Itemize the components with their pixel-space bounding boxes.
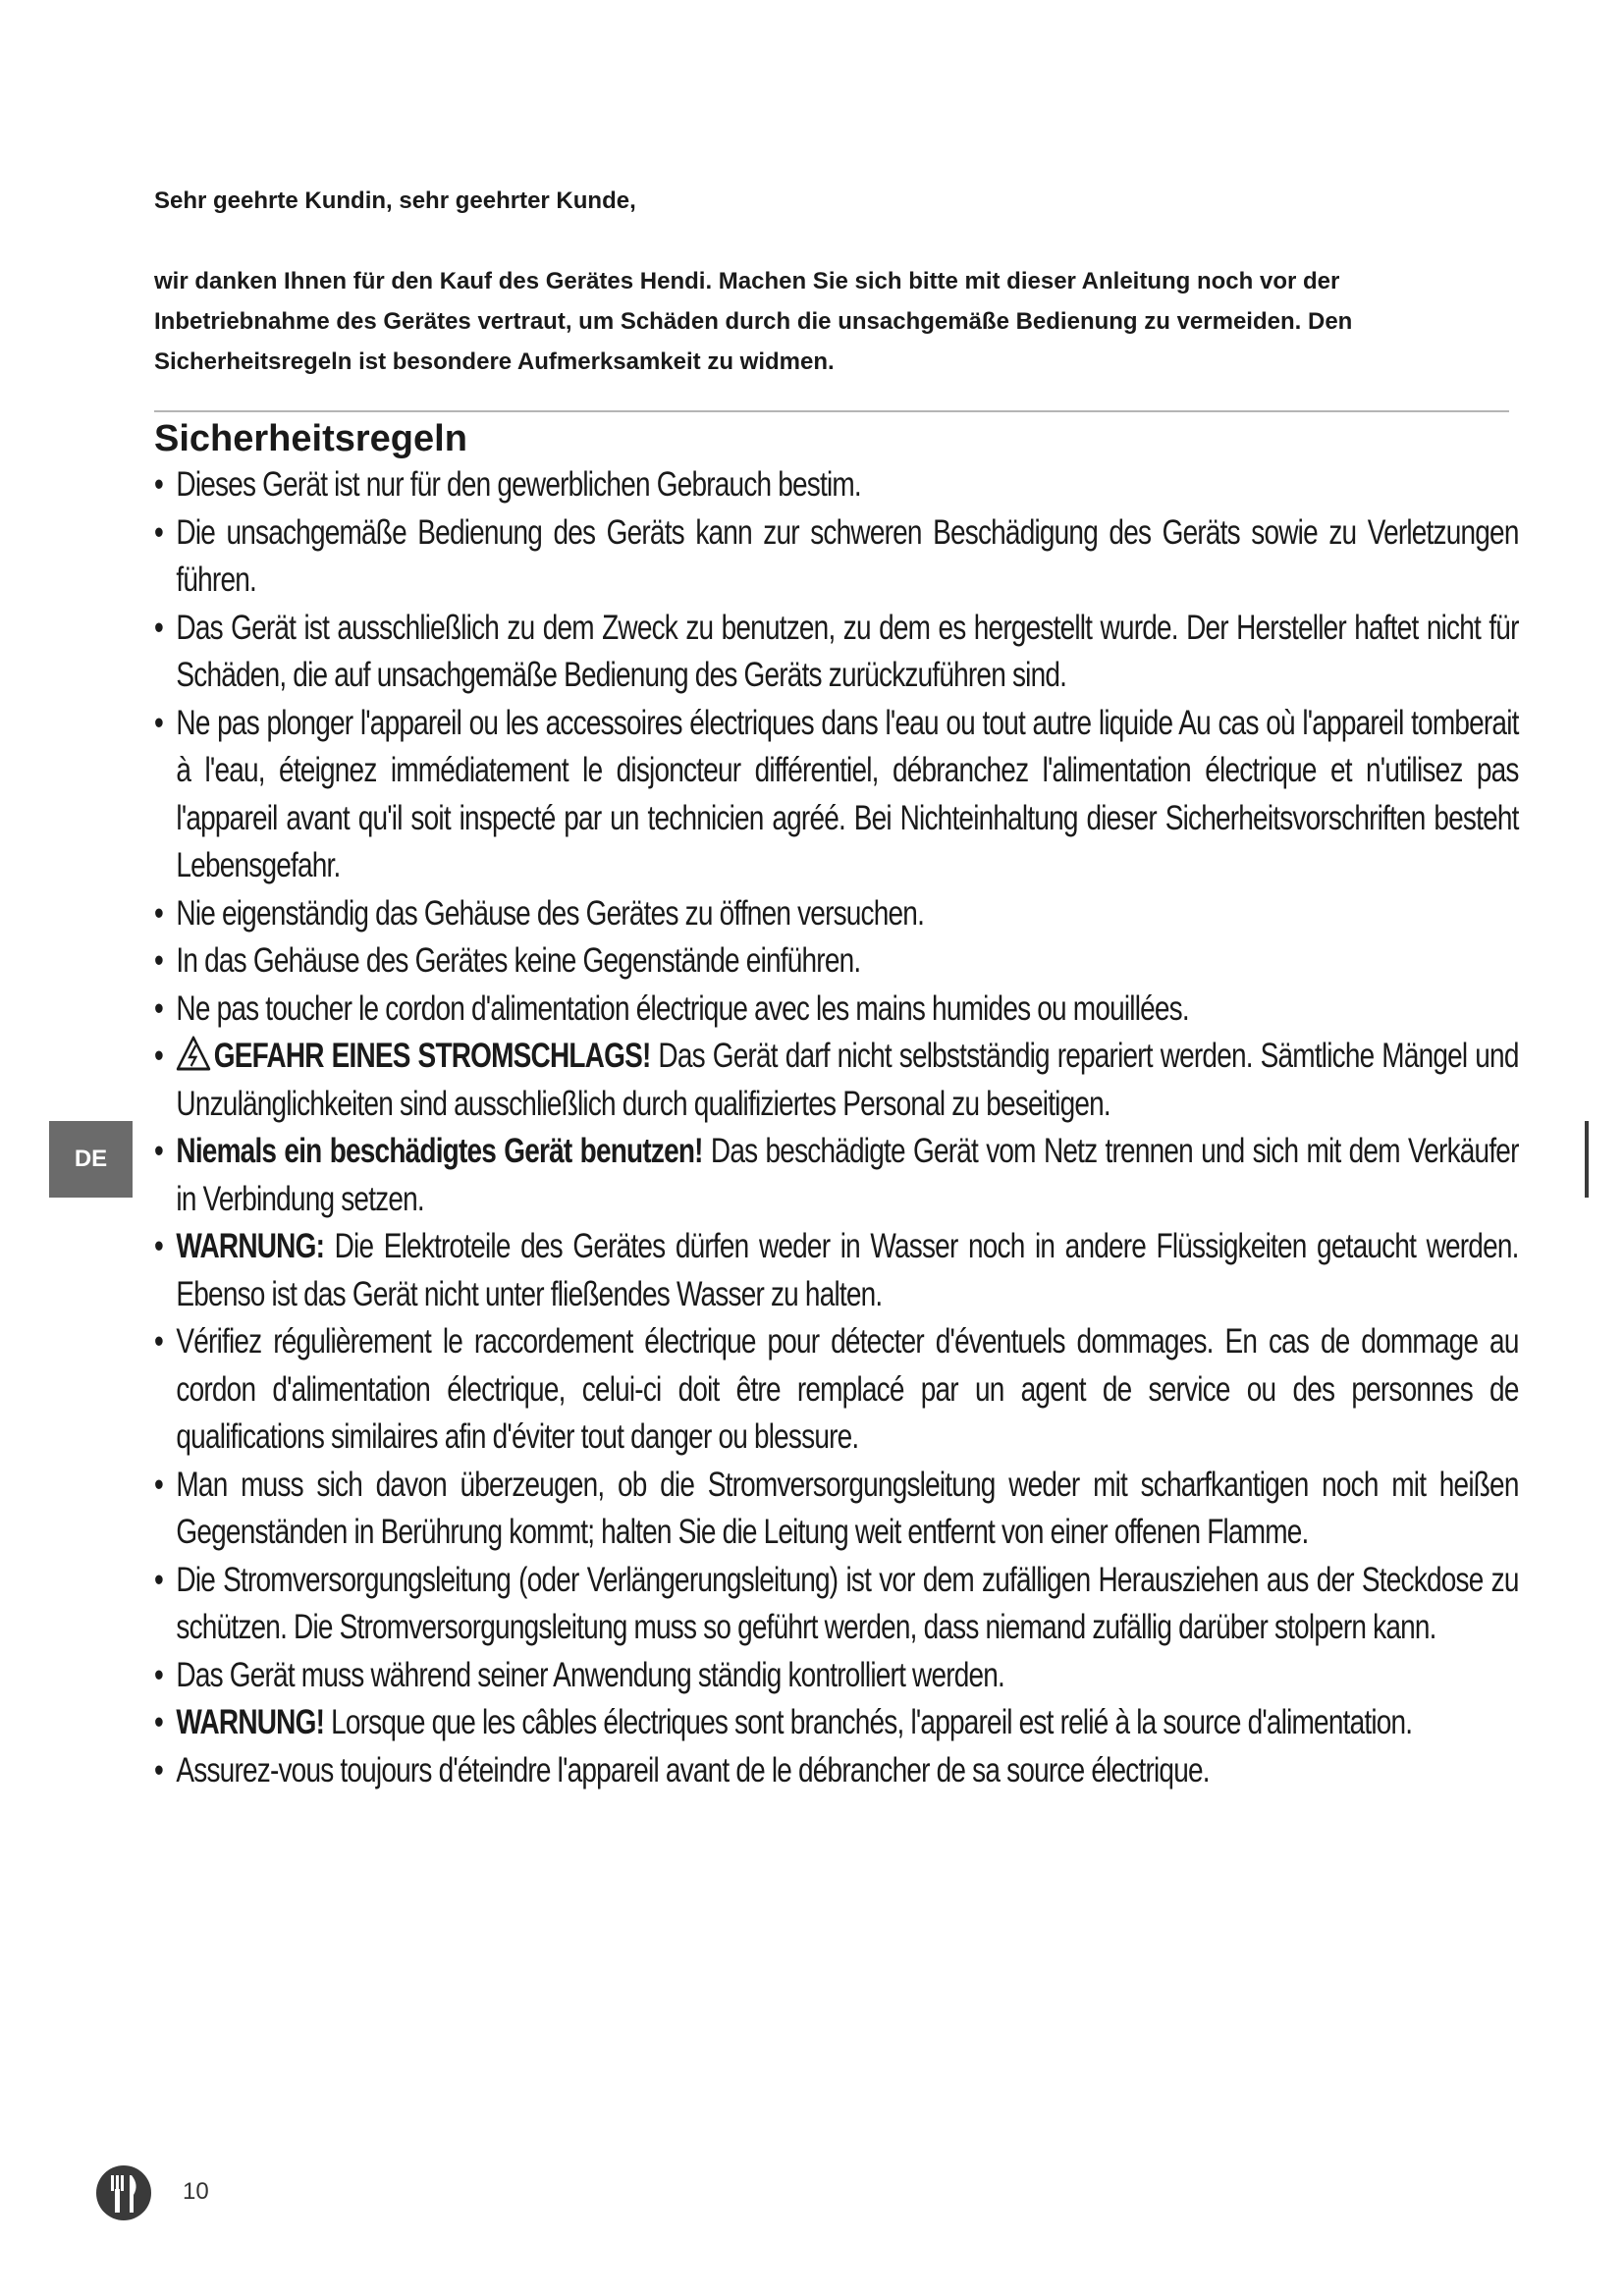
intro-paragraph (154, 261, 1509, 382)
page-number: 10 (183, 2178, 209, 2205)
list-item: • WARNUNG! Lorsque que les câbles électriques sont branchés, l'appareil est relié à la source d'alimentation. (154, 1703, 1413, 1741)
list-item: • Dieses Gerät ist nur für den gewerblichen Gebrauch bestim. (154, 465, 861, 504)
rule-bold: Niemals ein beschädigtes Gerät benutzen! (176, 1132, 703, 1170)
greeting: Sehr geehrte Kundin, sehr geehrter Kunde, (154, 187, 636, 214)
intro-line: wir danken Ihnen für den Kauf des Gerätes Hendi. Machen Sie sich bitte mit dieser Anleitung noch vor der (154, 268, 1340, 294)
section-heading: Sicherheitsregeln (154, 418, 467, 459)
intro-line: Inbetriebnahme des Gerätes vertraut, um Schäden durch die unsachgemäße Bedienung zu vermeiden. Den (154, 308, 1353, 335)
rule-text: Die Elektroteile des Gerätes dürfen weder in Wasser noch in andere Flüssigkeiten getaucht werden. Ebenso ist das Gerät nicht unter fließendes Wasser zu halten. (176, 1227, 1519, 1313)
list-item: • Assurez-vous toujours d'éteindre l'appareil avant de le débrancher de sa source électrique. (154, 1750, 1210, 1789)
list-item: • GEFAHR EINES STROMSCHLAGS! Das Gerät darf nicht selbstständig repariert werden. Sämtliche Mängel und Unzulänglichkeiten sind ausschließlich durch qualifiziertes Personal zu beseitigen. (154, 1037, 1519, 1123)
language-tab: DE (49, 1121, 133, 1198)
list-item: • Ne pas plonger l'appareil ou les accessoires électriques dans l'eau ou tout autre liquide Au cas où l'appareil tomberait à l'eau, éteignez immédiatement le disjoncteur différentiel, débranchez l'alimentation électrique et n'utilisez pas l'appareil avant qu'il soit inspecté par un technicien agréé. Bei Nichteinhaltung dieser Sicherheitsvorschriften besteht Lebensgefahr. (154, 703, 1519, 884)
electric-hazard-icon (176, 1036, 210, 1071)
rule-text: Man muss sich davon überzeugen, ob die Stromversorgungsleitung weder mit scharfkantigen noch mit heißen Gegenständen in Berührung kommt; halten Sie die Leitung weit entfernt von einer offenen Flamme. (176, 1465, 1519, 1551)
cutlery-logo-icon (94, 2163, 153, 2222)
rule-text: Die Stromversorgungsleitung (oder Verlängerungsleitung) ist vor dem zufälligen Herausziehen aus der Steckdose zu schützen. Die Stromversorgungsleitung muss so geführt werden, dass niemand zufällig darüber stolpern kann. (176, 1560, 1519, 1646)
side-marker (1585, 1121, 1589, 1198)
list-item: • Das Gerät ist ausschließlich zu dem Zweck zu benutzen, zu dem es hergestellt wurde. Der Hersteller haftet nicht für Schäden, die auf unsachgemäße Bedienung des Geräts zurückzuführen sind. (154, 608, 1519, 694)
rule-text: Assurez-vous toujours d'éteindre l'appareil avant de le débrancher de sa source électrique. (176, 1750, 1210, 1789)
list-item: • Das Gerät muss während seiner Anwendung ständig kontrolliert werden. (154, 1655, 1005, 1694)
rule-text: Ne pas plonger l'appareil ou les accessoires électriques dans l'eau ou tout autre liquide Au cas où l'appareil tomberait à l'eau, éteignez immédiatement le disjoncteur différentiel, débranchez l'alimentation électrique et n'utilisez pas l'appareil avant qu'il soit inspecté par un technicien agréé. Bei Nichteinhaltung dieser Sicherheitsvorschriften besteht Lebensgefahr. (176, 703, 1519, 884)
rule-text: Das Gerät ist ausschließlich zu dem Zweck zu benutzen, zu dem es hergestellt wurde. Der Hersteller haftet nicht für Schäden, die auf unsachgemäße Bedienung des Geräts zurückzuführen sind. (176, 608, 1519, 694)
list-item: • Die unsachgemäße Bedienung des Geräts kann zur schweren Beschädigung des Geräts sowie zu Verletzungen führen. (154, 512, 1519, 599)
rule-text: Das Gerät darf nicht selbstständig repariert werden. Sämtliche Mängel und Unzulänglichkeiten sind ausschließlich durch qualifiziertes Personal zu beseitigen. (176, 1037, 1519, 1123)
rule-text: Das beschädigte Gerät vom Netz trennen und sich mit dem Verkäufer in Verbindung setzen. (176, 1132, 1519, 1218)
rule-text: Vérifiez régulièrement le raccordement électrique pour détecter d'éventuels dommages. En cas de dommage au cordon d'alimentation électrique, celui-ci doit être remplacé par un agent de service ou des personnes de qualifications similaires afin d'éviter tout danger ou blessure. (176, 1322, 1519, 1456)
intro-line: Sicherheitsregeln ist besondere Aufmerksamkeit zu widmen. (154, 348, 835, 375)
list-item: • Die Stromversorgungsleitung (oder Verlängerungsleitung) ist vor dem zufälligen Herausziehen aus der Steckdose zu schützen. Die Stromversorgungsleitung muss so geführt werden, dass niemand zufällig darüber stolpern kann. (154, 1560, 1519, 1646)
rule-bold: GEFAHR EINES STROMSCHLAGS! (213, 1037, 651, 1075)
divider (154, 410, 1509, 412)
rule-text: Ne pas toucher le cordon d'alimentation électrique avec les mains humides ou mouillées. (176, 988, 1189, 1028)
safety-rules-list (154, 461, 1519, 1794)
rule-bold: WARNUNG! (176, 1703, 325, 1741)
list-item: • Man muss sich davon überzeugen, ob die Stromversorgungsleitung weder mit scharfkantigen noch mit heißen Gegenständen in Berührung kommt; halten Sie die Leitung weit entfernt von einer offenen Flamme. (154, 1465, 1519, 1551)
list-item: • Nie eigenständig das Gehäuse des Gerätes zu öffnen versuchen. (154, 893, 925, 933)
rule-text: Lorsque que les câbles électriques sont branchés, l'appareil est relié à la source d'alimentation. (324, 1703, 1413, 1741)
list-item: • In das Gehäuse des Gerätes keine Gegenstände einführen. (154, 941, 861, 980)
rule-bold: WARNUNG: (176, 1227, 325, 1265)
list-item: • Vérifiez régulièrement le raccordement électrique pour détecter d'éventuels dommages. En cas de dommage au cordon d'alimentation électrique, celui-ci doit être remplacé par un agent de service ou des personnes de qualifications similaires afin d'éviter tout danger ou blessure. (154, 1322, 1519, 1456)
list-item: • Ne pas toucher le cordon d'alimentation électrique avec les mains humides ou mouillées. (154, 988, 1189, 1028)
list-item: • Niemals ein beschädigtes Gerät benutzen! Das beschädigte Gerät vom Netz trennen und sich mit dem Verkäufer in Verbindung setzen. (154, 1132, 1519, 1218)
rule-text: Nie eigenständig das Gehäuse des Gerätes zu öffnen versuchen. (176, 893, 925, 933)
rule-text: Dieses Gerät ist nur für den gewerblichen Gebrauch bestim. (176, 465, 861, 504)
list-item: • WARNUNG: Die Elektroteile des Gerätes dürfen weder in Wasser noch in andere Flüssigkeiten getaucht werden. Ebenso ist das Gerät nicht unter fließendes Wasser zu halten. (154, 1227, 1519, 1313)
rule-text: Die unsachgemäße Bedienung des Geräts kann zur schweren Beschädigung des Geräts sowie zu Verletzungen führen. (176, 512, 1519, 599)
rule-text: In das Gehäuse des Gerätes keine Gegenstände einführen. (176, 941, 861, 980)
rule-text: Das Gerät muss während seiner Anwendung ständig kontrolliert werden. (176, 1655, 1005, 1694)
